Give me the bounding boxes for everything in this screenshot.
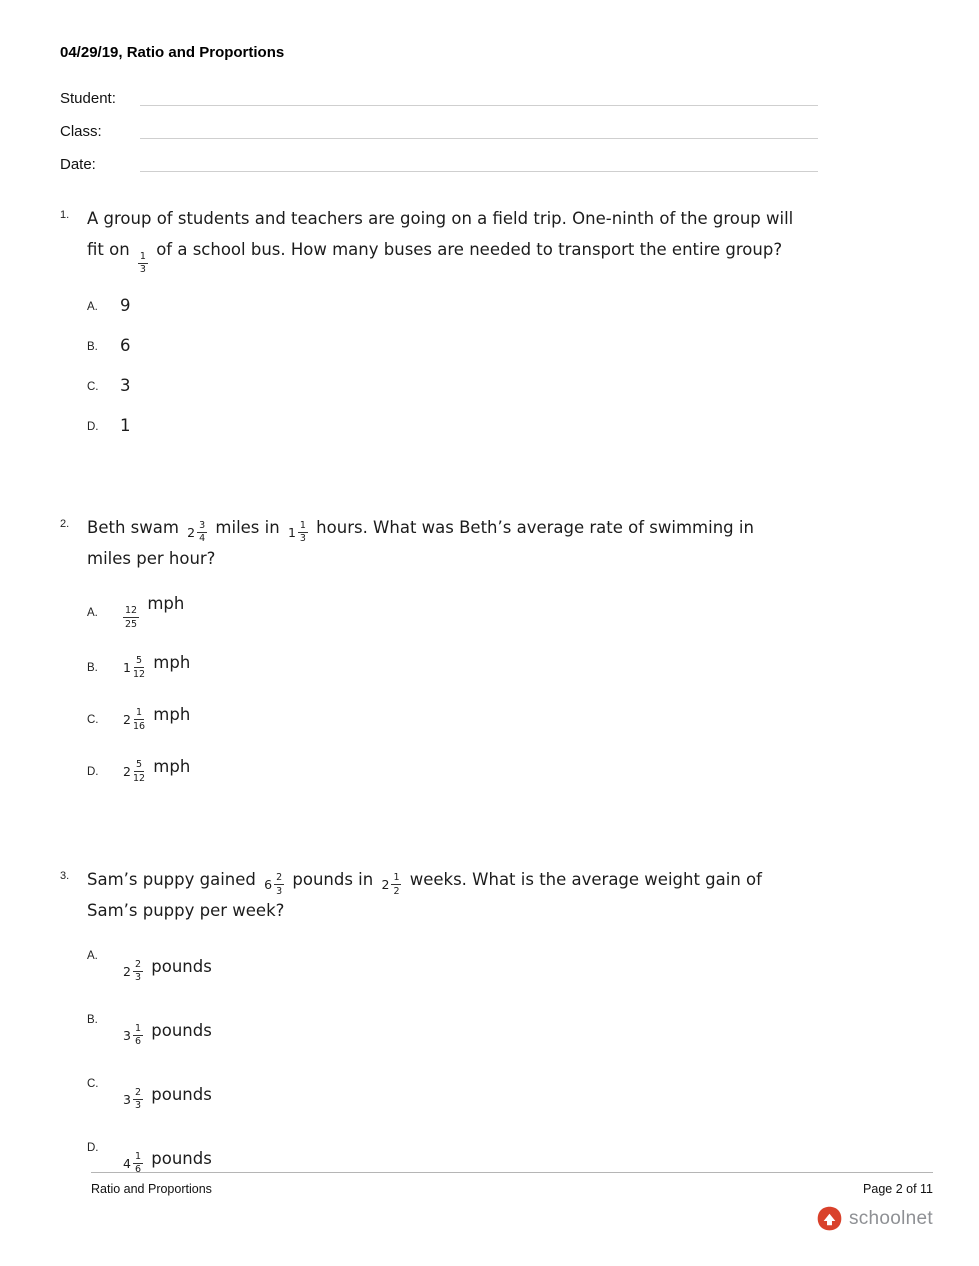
question-3-choice-d	[87, 1139, 919, 1175]
fraction: 3 $\frac{2}{3}$	[123, 1086, 141, 1112]
question-3-choices	[87, 947, 919, 1175]
class-field-row	[60, 110, 818, 143]
choice-letter: B.	[87, 661, 98, 674]
choice-value: 2 $\frac{2}{3}$ pounds	[123, 956, 212, 984]
question-1-text: A group of students and teachers are going on a field trip. One-ninth of the group will fit on $\frac{1}{3}$ of a school bus. How many buses are needed to transport the entire group?	[87, 209, 794, 276]
fraction: $\frac{12}{25}$	[125, 605, 138, 630]
fraction: 6 $\frac{2}{3}$	[264, 872, 283, 897]
choice-value: 1 $\frac{5}{12}$ mph	[123, 653, 191, 680]
choice-letter: D.	[87, 1141, 99, 1154]
choice-letter: C.	[87, 1077, 99, 1090]
student-field-label: Student:	[60, 90, 116, 107]
fraction: 2 $\frac{1}{16}$	[123, 707, 146, 732]
choice-letter: B.	[87, 1013, 98, 1026]
question-1-body	[87, 204, 919, 455]
question-2	[60, 513, 919, 808]
fraction: 2 $\frac{3}{4}$	[187, 519, 206, 545]
student-info-fields	[60, 77, 818, 176]
fraction: 3 $\frac{1}{6}$	[123, 1022, 141, 1048]
question-2-choice-b	[87, 651, 919, 681]
question-2-choice-d	[87, 755, 919, 785]
fraction: 2 $\frac{2}{3}$	[123, 958, 141, 984]
question-1-choice-b	[87, 335, 919, 357]
question-2-choice-a	[87, 594, 919, 629]
choice-letter: A.	[87, 301, 98, 314]
date-field-row	[60, 143, 818, 176]
choice-value: 2 $\frac{5}{12}$ mph	[123, 757, 191, 784]
choice-value: 4 $\frac{1}{6}$ pounds	[123, 1148, 212, 1176]
question-2-choice-c	[87, 703, 919, 733]
question-3-number: 3.	[60, 870, 70, 883]
question-1-choices	[87, 295, 919, 437]
student-field-row	[60, 77, 818, 110]
footer-text-row	[91, 1173, 933, 1196]
fraction: 1 $\frac{1}{3}$	[287, 519, 306, 545]
question-3	[60, 865, 919, 1203]
choice-value: 3	[120, 376, 131, 396]
question-1-choice-c	[87, 375, 919, 397]
date-field-label: Date:	[60, 156, 96, 173]
page-footer	[91, 1172, 933, 1229]
date-field-blank-line	[140, 171, 818, 172]
fraction: 4 $\frac{1}{6}$	[123, 1150, 141, 1176]
question-3-choice-a	[87, 947, 919, 983]
schoolnet-logo-text: schoolnet	[848, 1207, 933, 1229]
question-3-choice-b	[87, 1011, 919, 1047]
question-1-number: 1.	[60, 209, 70, 221]
question-3-text: Sam’s puppy gained 6 $\frac{2}{3}$ pounds in 2 $\frac{1}{2}$ weeks. What is the average weight gain of Sam’s puppy per week?	[87, 870, 762, 921]
question-1	[60, 204, 919, 455]
choice-value: $\frac{12}{25}$ mph	[125, 594, 185, 630]
choice-letter: D.	[87, 765, 99, 778]
footer-page-indicator: Page 2 of 11	[863, 1182, 933, 1196]
question-3-body	[87, 865, 919, 1203]
choice-value: 3 $\frac{1}{6}$ pounds	[123, 1020, 212, 1048]
footer-document-title: Ratio and Proportions	[91, 1182, 212, 1196]
choice-letter: A.	[87, 607, 98, 620]
question-2-choices	[87, 594, 919, 785]
class-field-label: Class:	[60, 123, 102, 140]
fraction: 2 $\frac{5}{12}$	[123, 759, 146, 784]
choice-value: 2 $\frac{1}{16}$ mph	[123, 705, 191, 732]
class-field-blank-line	[140, 138, 818, 139]
fraction: $\frac{1}{3}$	[139, 250, 146, 276]
choice-value: 1	[120, 416, 131, 436]
question-1-choice-d	[87, 415, 919, 437]
student-field-blank-line	[140, 105, 818, 106]
question-2-text: Beth swam 2 $\frac{3}{4}$ miles in 1 $\frac{1}{3}$ hours. What was Beth’s average rate of swimming in miles per hour?	[87, 517, 754, 568]
choice-letter: C.	[87, 713, 99, 726]
fraction: 1 $\frac{5}{12}$	[123, 655, 146, 680]
schoolnet-logo	[816, 1205, 933, 1232]
choice-letter: C.	[87, 381, 99, 394]
fraction: 2 $\frac{1}{2}$	[381, 872, 400, 897]
question-2-body	[87, 513, 919, 808]
choice-letter: D.	[87, 421, 99, 434]
question-3-choice-c	[87, 1075, 919, 1111]
schoolnet-logo-icon	[816, 1205, 843, 1232]
choice-value: 9	[120, 296, 131, 316]
question-2-number: 2.	[60, 517, 70, 530]
choice-value: 6	[120, 336, 131, 356]
choice-letter: B.	[87, 341, 98, 354]
page-title: 04/29/19, Ratio and Proportions	[60, 44, 285, 61]
choice-letter: A.	[87, 949, 98, 962]
choice-value: 3 $\frac{2}{3}$ pounds	[123, 1084, 212, 1112]
question-1-choice-a	[87, 295, 919, 317]
